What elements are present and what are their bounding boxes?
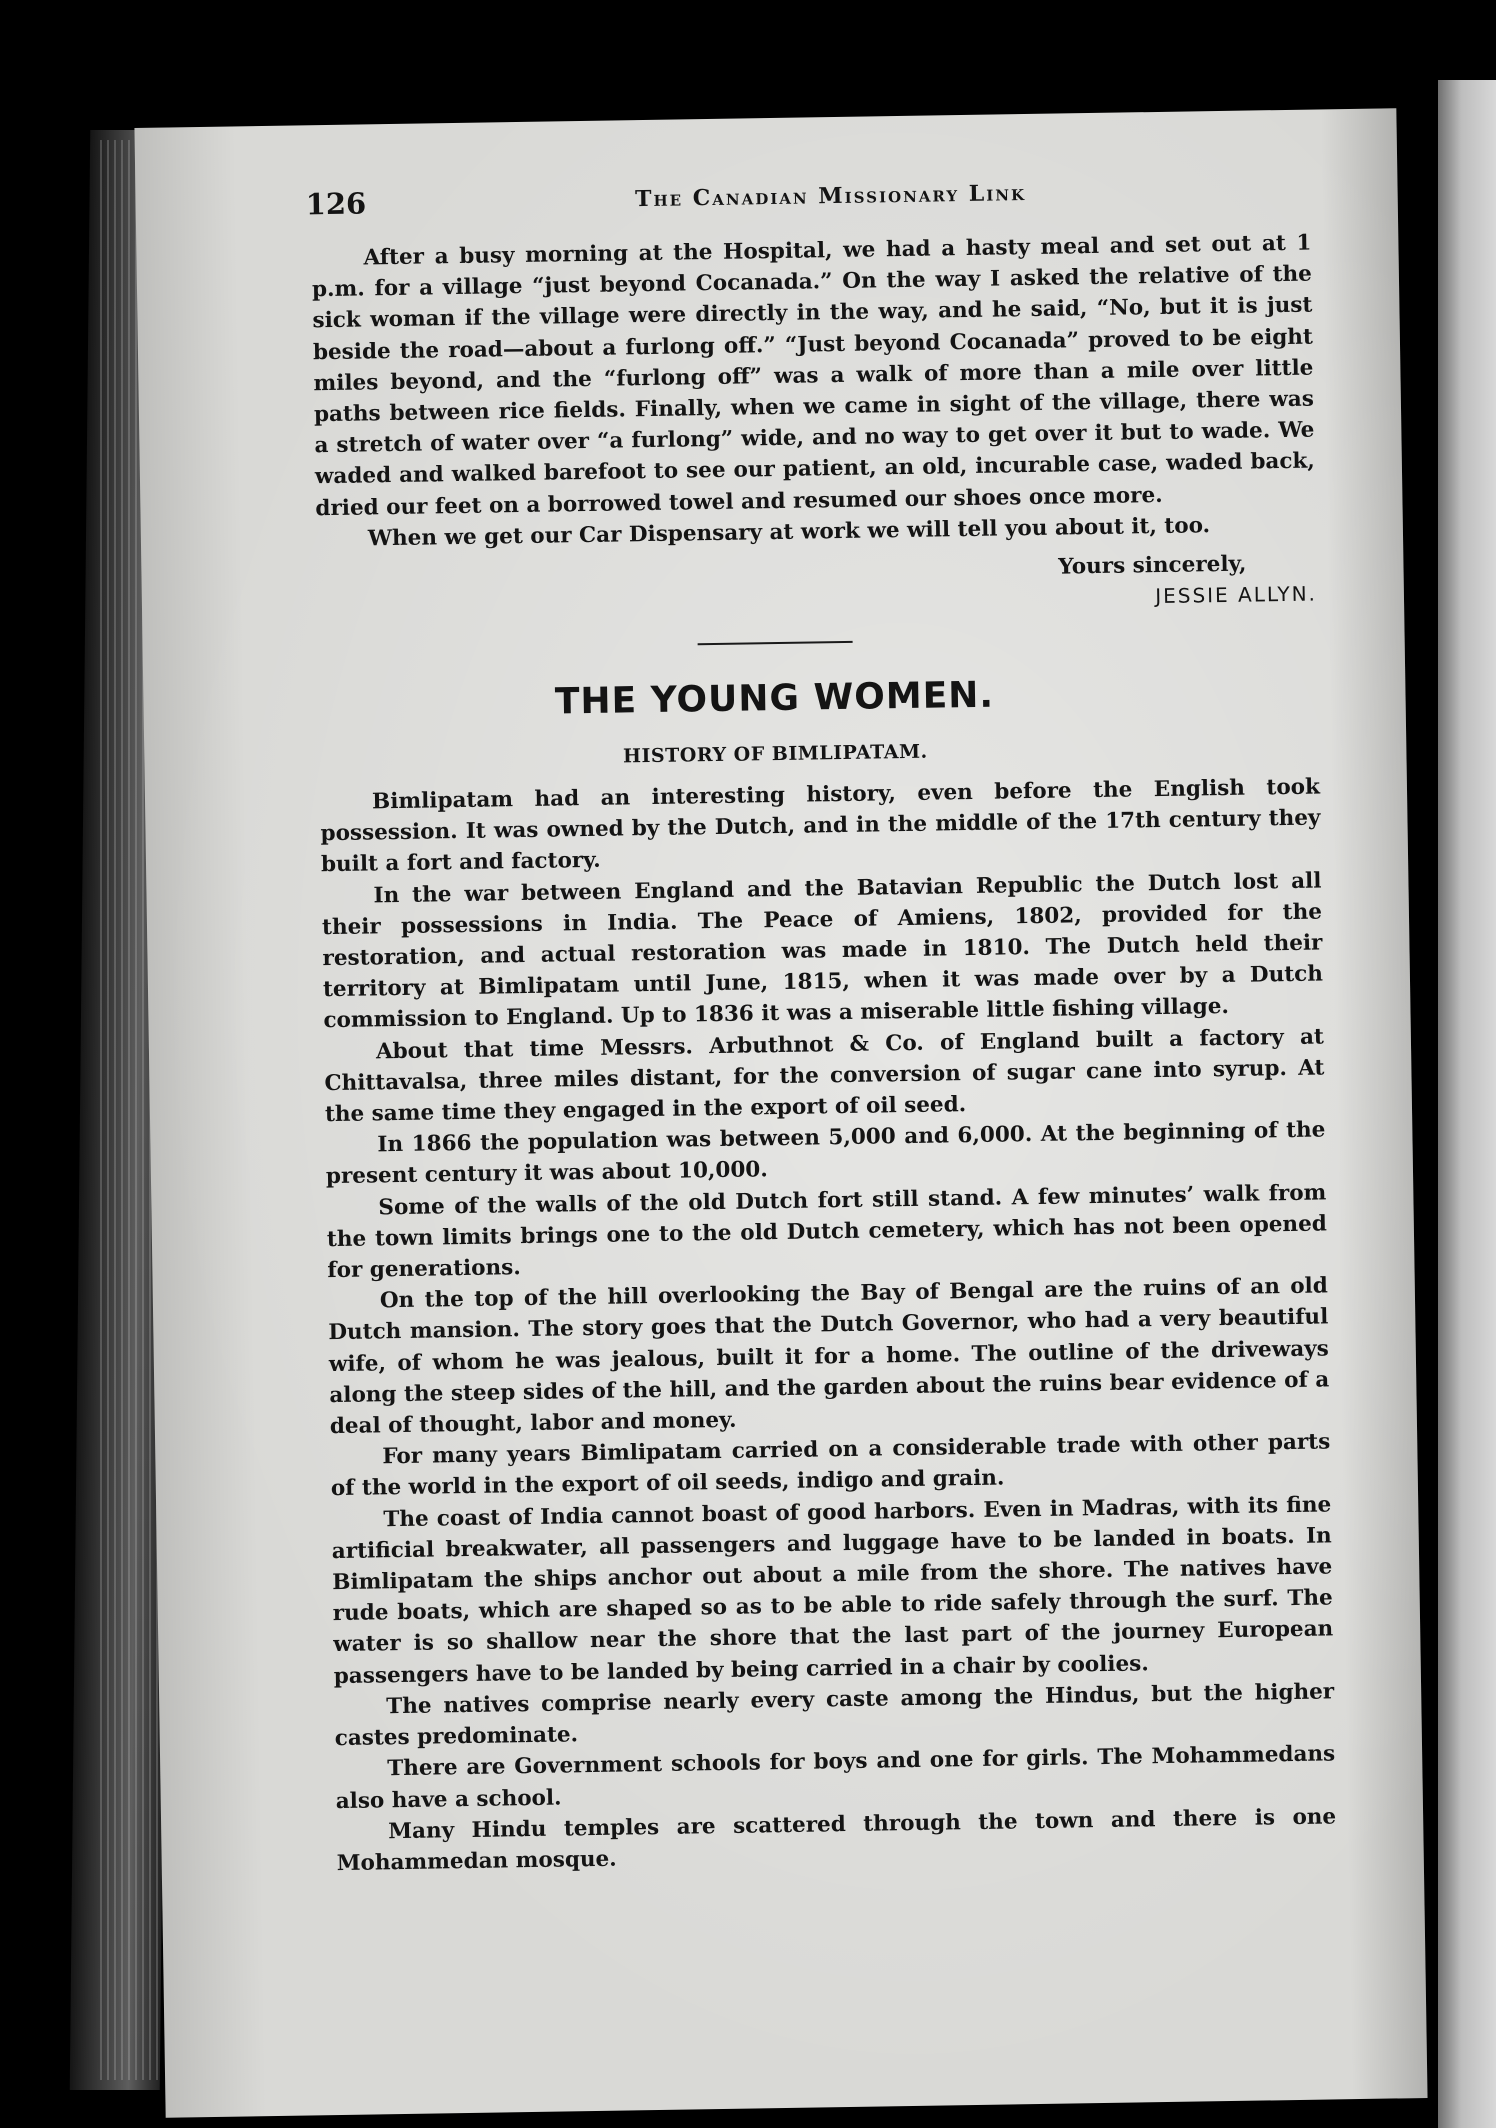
article-paragraph: In the war between England and the Batavian Republic the Dutch lost all their possessions in India. The Peace of Amiens, 1802, provided for the restoration, and actual restoration was made in 1810. The Dutch held their territory at Bimlipatam until June, 1815, when it was made over by a Dutch commission to England. Up to 1836 it was a miserable little fishing village. — [321, 868, 1324, 1034]
letter-closing — [316, 548, 1317, 628]
article-body — [320, 771, 1337, 1879]
article-paragraph: Bimlipatam had an interesting history, even before the English took possession. It was owned by the Dutch, and in the middle of the 17th century they built a fort and factory. — [320, 774, 1321, 878]
section-divider — [698, 641, 853, 645]
signature: JESSIE ALLYN. — [1155, 581, 1318, 609]
running-head — [305, 171, 1355, 227]
article-paragraph: The natives comprise nearly every caste among the Hindus, but the higher castes predominate. — [334, 1679, 1335, 1752]
page-number: 126 — [305, 186, 367, 222]
article-subtitle: HISTORY OF BIMLIPATAM. — [622, 740, 928, 768]
article-paragraph: There are Government schools for boys and one for girls. The Mohammedans also have a school. — [335, 1741, 1336, 1814]
letter-paragraph: After a busy morning at the Hospital, we had a hasty meal and set out at 1 p.m. for a village “just beyond Cocanada.” On the way I asked the relative of the sick woman if the village were directly in the way, and he said, “No, but it is just beside the road—about a furlong off.” “Just beyond Cocanada” proved to be eight miles beyond, and the “furlong off” was a walk of more than a mile over little paths between rice fields. Finally, when we came in sight of the village, there was a stretch of water over “a furlong” wide, and no way to get over it but to wade. We waded and walked barefoot to see our patient, an old, incurable case, waded back, dried our feet on a borrowed towel and resumed our shoes once more. — [311, 230, 1316, 521]
article-paragraph: Many Hindu temples are scattered through the town and there is one Mohammedan mosque. — [336, 1804, 1337, 1876]
letter-paragraph: When we get our Car Dispensary at work we will tell you about it, too. — [367, 513, 1211, 552]
journal-title: The Canadian Missionary Link — [634, 180, 1027, 213]
closing-salutation: Yours sincerely, — [1058, 551, 1247, 580]
article-paragraph: The coast of India cannot boast of good harbors. Even in Madras, with its fine artificial breakwater, all passengers and luggage have to be landed in boats. In Bimlipatam the ships anchor out about a mile from the shore. The natives have rude boats, which are shaped so as to be able to ride safely through the surf. The water is so shallow near the shore that the last part of the journey European passengers have to be landed by being carried in a chair by coolies. — [331, 1492, 1334, 1689]
article-paragraph: For many years Bimlipatam carried on a considerable trade with other parts of the world in the export of oil seeds, indigo and grain. — [330, 1429, 1331, 1502]
magazine-page — [134, 108, 1427, 2118]
article-paragraph: About that time Messrs. Arbuthnot & Co. of England built a factory at Chittavalsa, three miles distant, for the conversion of sugar cane into syrup. At the same time they engaged in the export of oil seed. — [324, 1024, 1325, 1128]
article-paragraph: Some of the walls of the old Dutch fort still stand. A few minutes’ walk from the town limits brings one to the old Dutch cemetery, which has not been opened for generations. — [326, 1180, 1328, 1284]
adjacent-page-edge — [1438, 80, 1496, 2128]
article-paragraph: On the top of the hill overlooking the Bay of Bengal are the ruins of an old Dutch mansion. The story goes that the Dutch Governor, who had a very beautiful wife, of whom he was jealous, built it for a home. The outline of the driveways along the steep sides of the hill, and the garden about the ruins bear evidence of a deal of thought, labor and money. — [328, 1273, 1330, 1440]
letter-body — [311, 228, 1316, 556]
article-paragraph: In 1866 the population was between 5,000 and 6,000. At the beginning of the present century it was about 10,000. — [325, 1117, 1326, 1190]
section-title: THE YOUNG WOMEN. — [554, 674, 995, 723]
